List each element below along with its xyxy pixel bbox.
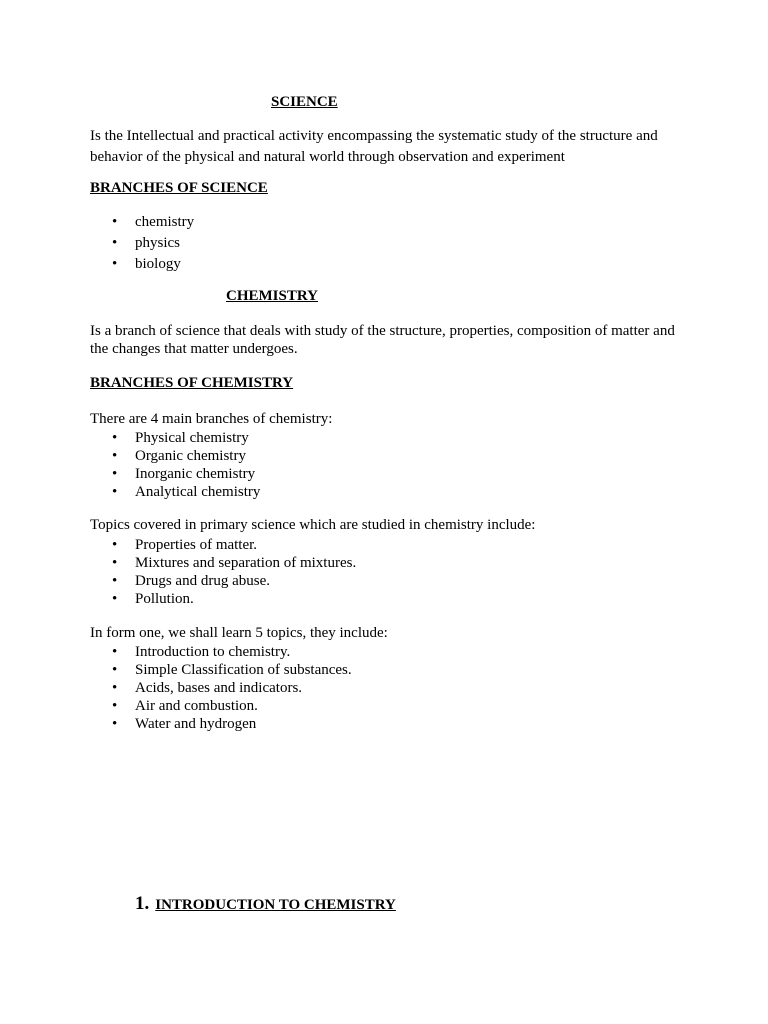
list-item: • Simple Classification of substances.	[112, 662, 352, 678]
branches-of-science-list	[90, 212, 194, 275]
science-definition-line: behavior of the physical and natural world through observation and experiment	[90, 149, 565, 165]
list-item: • Air and combustion.	[112, 698, 258, 714]
list-item: • Organic chemistry	[112, 448, 246, 464]
science-definition-line: Is the Intellectual and practical activity encompassing the systematic study of the structure and	[90, 128, 658, 144]
form-one-topics-intro: In form one, we shall learn 5 topics, they include:	[90, 625, 388, 641]
bullet-icon: •	[112, 555, 118, 571]
list-item: • chemistry	[90, 212, 194, 233]
science-definition	[90, 126, 690, 168]
chemistry-definition-line: the changes that matter undergoes.	[90, 341, 298, 357]
branches-of-science-heading: BRANCHES OF SCIENCE	[90, 180, 268, 196]
list-item: • Acids, bases and indicators.	[112, 680, 303, 696]
list-item: • biology	[90, 254, 194, 275]
section-number: 1.	[135, 893, 150, 914]
bullet-icon: •	[112, 573, 118, 589]
list-item: • Analytical chemistry	[112, 484, 261, 500]
chemistry-heading: CHEMISTRY	[226, 288, 318, 304]
bullet-icon: •	[112, 698, 118, 714]
bullet-icon: •	[112, 484, 118, 500]
bullet-icon: •	[112, 430, 118, 446]
list-item: • Properties of matter.	[112, 537, 258, 553]
bullet-icon: •	[112, 591, 118, 607]
list-item: • Water and hydrogen	[112, 716, 257, 732]
primary-topics-list	[90, 536, 356, 608]
primary-topics-intro: Topics covered in primary science which are studied in chemistry include:	[90, 517, 536, 533]
bullet-icon: •	[112, 466, 118, 482]
science-heading: SCIENCE	[271, 94, 338, 110]
list-item: • Inorganic chemistry	[112, 466, 256, 482]
bullet-icon: •	[112, 235, 118, 251]
chemistry-definition	[90, 322, 690, 358]
bullet-icon: •	[112, 537, 118, 553]
list-item: • Drugs and drug abuse.	[112, 573, 270, 589]
bullet-icon: •	[112, 214, 118, 230]
bullet-icon: •	[112, 680, 118, 696]
list-item: • Mixtures and separation of mixtures.	[112, 555, 357, 571]
list-item: • Introduction to chemistry.	[112, 644, 291, 660]
list-item: • Pollution.	[112, 591, 194, 607]
branches-of-chemistry-heading: BRANCHES OF CHEMISTRY	[90, 375, 294, 391]
branches-of-chemistry-list	[90, 429, 260, 501]
bullet-icon: •	[112, 716, 118, 732]
form-one-topics-list	[90, 643, 352, 733]
list-item: • physics	[90, 233, 194, 254]
bullet-icon: •	[112, 662, 118, 678]
list-item: • Physical chemistry	[112, 430, 249, 446]
bullet-icon: •	[112, 256, 118, 272]
section-title: INTRODUCTION TO CHEMISTRY	[155, 897, 396, 913]
bullet-icon: •	[112, 448, 118, 464]
branches-of-chemistry-intro: There are 4 main branches of chemistry:	[90, 411, 333, 427]
introduction-to-chemistry-heading	[135, 893, 396, 915]
chemistry-definition-line: Is a branch of science that deals with study of the structure, properties, composition of matter and	[90, 323, 675, 339]
bullet-icon: •	[112, 644, 118, 660]
